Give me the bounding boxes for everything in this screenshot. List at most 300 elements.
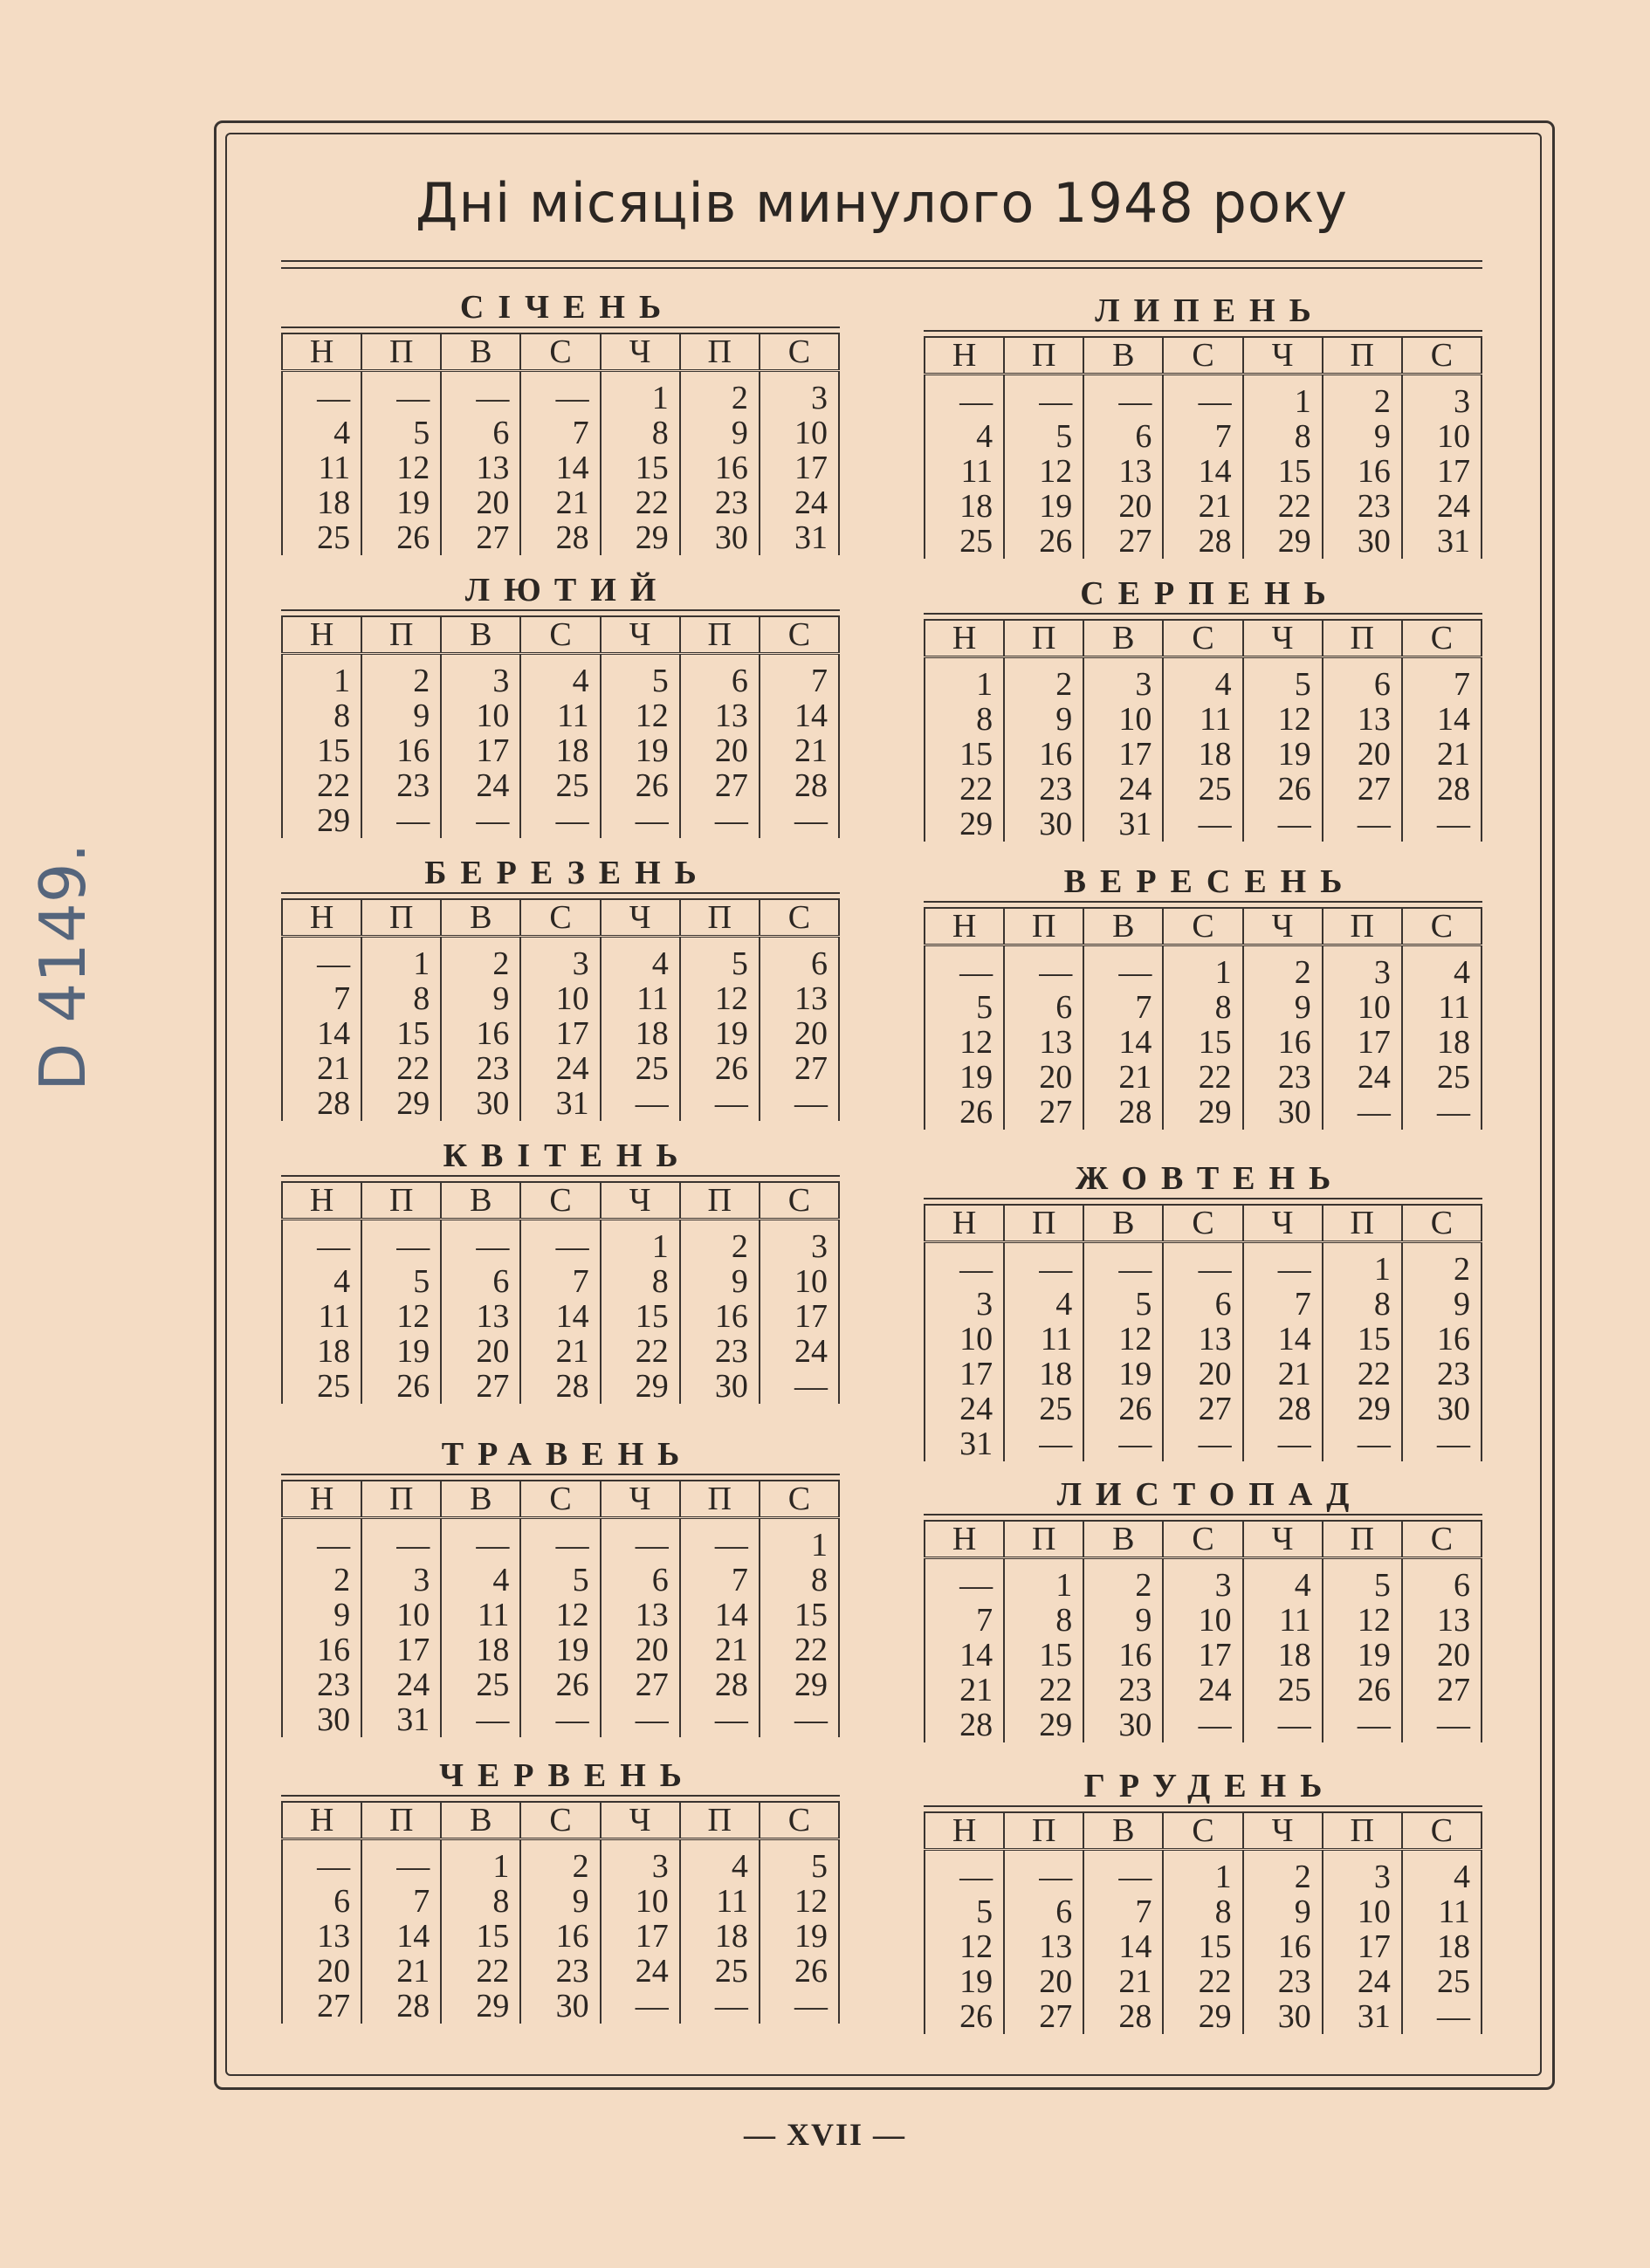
weekday-header: В (441, 1183, 520, 1220)
week-row (925, 1322, 1482, 1357)
day-cell: 17 (760, 1299, 839, 1334)
day-cell: — (282, 937, 361, 982)
day-cell: 13 (680, 698, 760, 733)
week-row (925, 1964, 1482, 1999)
day-cell: — (361, 1220, 441, 1265)
day-cell: 4 (1163, 657, 1242, 703)
day-cell: 23 (680, 485, 760, 520)
day-cell: 3 (441, 654, 520, 699)
day-cell: 18 (1402, 1929, 1482, 1964)
day-cell: 23 (361, 768, 441, 803)
day-cell: — (282, 371, 361, 416)
weekday-header: С (760, 1803, 839, 1839)
day-cell: 7 (760, 654, 839, 699)
day-cell: 6 (1083, 419, 1163, 454)
month-name: ВЕРЕСЕНЬ (1063, 863, 1357, 900)
weekday-header: С (520, 900, 600, 937)
day-cell: 8 (1163, 990, 1242, 1025)
weekday-header: Ч (601, 1481, 680, 1518)
week-row (282, 937, 839, 982)
month-name: СІЧЕНЬ (459, 289, 676, 326)
day-cell: 11 (282, 450, 361, 485)
week-row (282, 1598, 839, 1632)
week-row (925, 1850, 1482, 1895)
week-row (925, 1894, 1482, 1929)
weekday-header: Н (925, 1813, 1004, 1850)
day-cell: 20 (1402, 1638, 1482, 1673)
day-cell: 19 (1243, 737, 1323, 772)
week-row (925, 524, 1482, 559)
day-cell: 18 (1004, 1357, 1083, 1392)
month-table (281, 1183, 840, 1404)
day-cell: 9 (1243, 1894, 1323, 1929)
day-cell: 8 (1163, 1894, 1242, 1929)
day-cell: 13 (1323, 702, 1402, 737)
day-cell: — (1402, 1095, 1482, 1130)
day-cell: 28 (282, 1086, 361, 1121)
weekday-header: С (1163, 621, 1242, 657)
day-cell: 29 (1163, 1999, 1242, 2034)
week-row (282, 698, 839, 733)
day-cell: 11 (282, 1299, 361, 1334)
weekday-header: П (361, 1803, 441, 1839)
weekday-header: С (1163, 1813, 1242, 1850)
day-cell: 6 (282, 1884, 361, 1919)
weekday-header: П (680, 1481, 760, 1518)
day-cell: 7 (520, 416, 600, 450)
day-cell: 1 (1163, 945, 1242, 991)
week-row (925, 1929, 1482, 1964)
day-cell: 6 (1402, 1558, 1482, 1604)
day-cell: 31 (520, 1086, 600, 1121)
day-cell: 21 (1243, 1357, 1323, 1392)
day-cell: 3 (1402, 375, 1482, 420)
weekday-header: Ч (1243, 1813, 1323, 1850)
weekday-header: П (1323, 1813, 1402, 1850)
day-cell: 29 (601, 520, 680, 555)
day-cell: 3 (1323, 1850, 1402, 1895)
day-cell: — (601, 1989, 680, 2024)
day-cell: 24 (1083, 772, 1163, 807)
day-cell: — (1243, 807, 1323, 842)
day-cell: — (441, 803, 520, 838)
day-cell: 13 (760, 981, 839, 1016)
day-cell: 21 (1163, 489, 1242, 524)
day-cell: 14 (925, 1638, 1004, 1673)
day-cell: 14 (1083, 1929, 1163, 1964)
day-cell: 26 (925, 1999, 1004, 2034)
weekday-header: С (1402, 338, 1482, 375)
day-cell: 21 (1083, 1964, 1163, 1999)
day-cell: 22 (1163, 1060, 1242, 1095)
day-cell: — (1163, 375, 1242, 420)
week-row (282, 1919, 839, 1954)
day-cell: 17 (1083, 737, 1163, 772)
day-cell: 11 (1402, 1894, 1482, 1929)
page-title: Дні місяців минулого 1948 року (416, 171, 1348, 235)
day-cell: 9 (520, 1884, 600, 1919)
week-row (282, 520, 839, 555)
day-cell: — (925, 1850, 1004, 1895)
month-table (924, 338, 1482, 559)
day-cell: 15 (601, 1299, 680, 1334)
day-cell: 17 (1323, 1929, 1402, 1964)
day-cell: 2 (1323, 375, 1402, 420)
day-cell: 17 (361, 1632, 441, 1667)
day-cell: 23 (1243, 1964, 1323, 1999)
day-cell: — (1323, 807, 1402, 842)
day-cell: 23 (441, 1051, 520, 1086)
day-cell: 21 (925, 1673, 1004, 1708)
day-cell: 24 (520, 1051, 600, 1086)
month-name: СЕРПЕНЬ (1080, 575, 1340, 612)
day-cell: 11 (1243, 1603, 1323, 1638)
day-cell: 6 (760, 937, 839, 982)
day-cell: 27 (1323, 772, 1402, 807)
day-cell: 6 (1163, 1287, 1242, 1322)
day-cell: 12 (361, 450, 441, 485)
day-cell: 14 (282, 1016, 361, 1051)
weekday-header: П (680, 334, 760, 371)
day-cell: 24 (361, 1667, 441, 1702)
day-cell: 24 (760, 485, 839, 520)
weekday-header: С (1402, 1522, 1482, 1558)
week-row (925, 1673, 1482, 1708)
day-cell: 30 (1083, 1708, 1163, 1742)
day-cell: — (1083, 1850, 1163, 1895)
weekday-header: С (760, 1481, 839, 1518)
day-cell: 25 (680, 1954, 760, 1989)
day-cell: 10 (441, 698, 520, 733)
week-row (282, 1086, 839, 1121)
day-cell: 14 (1083, 1025, 1163, 1060)
day-cell: 1 (441, 1839, 520, 1885)
day-cell: 10 (1323, 990, 1402, 1025)
day-cell: 10 (1163, 1603, 1242, 1638)
day-cell: 18 (601, 1016, 680, 1051)
weekday-header: П (361, 1481, 441, 1518)
day-cell: 28 (1243, 1392, 1323, 1426)
day-cell: — (1083, 945, 1163, 991)
day-cell: — (1083, 1426, 1163, 1461)
day-cell: — (1004, 945, 1083, 991)
day-cell: 24 (441, 768, 520, 803)
day-cell: 5 (925, 990, 1004, 1025)
day-cell: 5 (680, 937, 760, 982)
day-cell: 31 (1402, 524, 1482, 559)
day-cell: 14 (1402, 702, 1482, 737)
weekday-header: П (1004, 338, 1083, 375)
weekday-header: П (1323, 338, 1402, 375)
day-cell: 25 (441, 1667, 520, 1702)
day-cell: 8 (282, 698, 361, 733)
week-row (282, 416, 839, 450)
day-cell: 28 (520, 1369, 600, 1404)
day-cell: 7 (1083, 1894, 1163, 1929)
day-cell: 8 (760, 1563, 839, 1598)
weekday-header: Ч (601, 1183, 680, 1220)
day-cell: 10 (1083, 702, 1163, 737)
week-row (925, 454, 1482, 489)
weekday-header: С (520, 1803, 600, 1839)
month-name: ЛЮТИЙ (464, 572, 670, 608)
month-block (281, 1756, 840, 2024)
day-cell: 12 (680, 981, 760, 1016)
day-cell: 10 (520, 981, 600, 1016)
day-cell: 7 (1083, 990, 1163, 1025)
day-cell: 16 (1243, 1025, 1323, 1060)
day-cell: 23 (680, 1334, 760, 1369)
day-cell: 26 (680, 1051, 760, 1086)
day-cell: 17 (441, 733, 520, 768)
day-cell: 3 (601, 1839, 680, 1885)
weekday-header: Ч (1243, 621, 1323, 657)
day-cell: 8 (1243, 419, 1323, 454)
day-cell: 8 (925, 702, 1004, 737)
week-row (925, 657, 1482, 703)
day-cell: 6 (1004, 1894, 1083, 1929)
week-row (282, 1051, 839, 1086)
day-cell: 2 (1402, 1242, 1482, 1288)
month-name: ЛИПЕНЬ (1095, 292, 1325, 329)
weekday-header: В (441, 334, 520, 371)
day-cell: 22 (1163, 1964, 1242, 1999)
weekday-header: П (680, 1803, 760, 1839)
page-number: — XVII — (743, 2117, 906, 2152)
day-cell: — (1083, 1242, 1163, 1288)
day-cell: — (1004, 1426, 1083, 1461)
day-cell: 27 (1083, 524, 1163, 559)
weekday-header: Ч (1243, 909, 1323, 945)
day-cell: — (361, 1518, 441, 1564)
day-cell: — (1402, 1708, 1482, 1742)
day-cell: 22 (1004, 1673, 1083, 1708)
day-cell: 12 (601, 698, 680, 733)
day-cell: — (282, 1839, 361, 1885)
week-row (925, 489, 1482, 524)
weekday-header: В (441, 617, 520, 654)
month-name: ЖОВТЕНЬ (1075, 1160, 1345, 1197)
month-block (281, 288, 840, 555)
day-cell: 30 (1243, 1999, 1323, 2034)
day-cell: 7 (1243, 1287, 1323, 1322)
weekday-header: Н (282, 1183, 361, 1220)
day-cell: 4 (1402, 945, 1482, 991)
day-cell: 16 (441, 1016, 520, 1051)
day-cell: 4 (1243, 1558, 1323, 1604)
handwritten-note-text: D 4149. (26, 842, 100, 1091)
week-row (925, 807, 1482, 842)
day-cell: 7 (1163, 419, 1242, 454)
week-row (925, 1025, 1482, 1060)
day-cell: 20 (760, 1016, 839, 1051)
week-row (925, 1426, 1482, 1461)
weekday-header: В (1083, 1522, 1163, 1558)
day-cell: 4 (680, 1839, 760, 1885)
day-cell: 13 (1402, 1603, 1482, 1638)
day-cell: 31 (760, 520, 839, 555)
week-row (282, 1264, 839, 1299)
day-cell: 26 (1243, 772, 1323, 807)
day-cell: 26 (361, 1369, 441, 1404)
day-cell: 20 (680, 733, 760, 768)
day-cell: 28 (1083, 1999, 1163, 2034)
week-row (925, 1357, 1482, 1392)
day-cell: — (601, 803, 680, 838)
week-row (925, 1242, 1482, 1288)
day-cell: — (1323, 1426, 1402, 1461)
day-cell: 15 (1004, 1638, 1083, 1673)
day-cell: 2 (520, 1839, 600, 1885)
day-cell: 17 (925, 1357, 1004, 1392)
weekday-header: Ч (1243, 338, 1323, 375)
day-cell: 4 (1402, 1850, 1482, 1895)
day-cell: 16 (680, 1299, 760, 1334)
month-table (924, 1206, 1482, 1461)
day-cell: 21 (282, 1051, 361, 1086)
day-cell: 7 (282, 981, 361, 1016)
day-cell: 20 (441, 1334, 520, 1369)
day-cell: 26 (1323, 1673, 1402, 1708)
day-cell: 27 (601, 1667, 680, 1702)
day-cell: 24 (1323, 1964, 1402, 1999)
month-name: БЕРЕЗЕНЬ (424, 855, 711, 891)
day-cell: 16 (680, 450, 760, 485)
day-cell: 25 (1163, 772, 1242, 807)
day-cell: 5 (361, 1264, 441, 1299)
day-cell: 24 (1402, 489, 1482, 524)
month-table (281, 1803, 840, 2024)
day-cell: 6 (601, 1563, 680, 1598)
day-cell: 22 (760, 1632, 839, 1667)
day-cell: 8 (601, 1264, 680, 1299)
day-cell: 31 (361, 1702, 441, 1737)
day-cell: 12 (361, 1299, 441, 1334)
weekday-header: П (361, 334, 441, 371)
handwritten-note (26, 842, 105, 1091)
day-cell: 15 (1243, 454, 1323, 489)
day-cell: 1 (1004, 1558, 1083, 1604)
month-name: ТРАВЕНЬ (441, 1436, 694, 1473)
day-cell: 30 (520, 1989, 600, 2024)
month-name: ЧЕРВЕНЬ (439, 1757, 696, 1794)
week-row (925, 1095, 1482, 1130)
day-cell: — (680, 1989, 760, 2024)
day-cell: 23 (1323, 489, 1402, 524)
day-cell: 11 (1163, 702, 1242, 737)
month-table (281, 617, 840, 838)
weekday-header: П (1004, 621, 1083, 657)
day-cell: 7 (361, 1884, 441, 1919)
day-cell: — (520, 1220, 600, 1265)
day-cell: 22 (601, 485, 680, 520)
day-cell: 24 (1323, 1060, 1402, 1095)
day-cell: 1 (282, 654, 361, 699)
weekday-header: С (1163, 1522, 1242, 1558)
day-cell: — (441, 1220, 520, 1265)
day-cell: 30 (680, 520, 760, 555)
day-cell: — (1004, 1850, 1083, 1895)
day-cell: — (520, 371, 600, 416)
week-row (925, 1603, 1482, 1638)
day-cell: 1 (760, 1518, 839, 1564)
weekday-header: С (1163, 909, 1242, 945)
week-row (282, 1563, 839, 1598)
month-block (281, 1137, 840, 1404)
day-cell: 19 (760, 1919, 839, 1954)
week-row (282, 1954, 839, 1989)
day-cell: — (760, 1989, 839, 2024)
day-cell: 9 (680, 416, 760, 450)
day-cell: — (1163, 1426, 1242, 1461)
day-cell: 21 (1402, 737, 1482, 772)
day-cell: 18 (1402, 1025, 1482, 1060)
week-row (282, 981, 839, 1016)
day-cell: 19 (601, 733, 680, 768)
weekday-header: П (1004, 1522, 1083, 1558)
day-cell: — (441, 1702, 520, 1737)
week-row (282, 1518, 839, 1564)
day-cell: 17 (1163, 1638, 1242, 1673)
week-row (282, 733, 839, 768)
day-cell: 14 (520, 1299, 600, 1334)
day-cell: 13 (1004, 1929, 1083, 1964)
day-cell: 7 (680, 1563, 760, 1598)
week-row (282, 1632, 839, 1667)
weekday-header: Ч (601, 617, 680, 654)
weekday-header: П (1323, 1206, 1402, 1242)
month-block (924, 1475, 1482, 1742)
weekday-header: С (1402, 1206, 1482, 1242)
day-cell: 25 (282, 520, 361, 555)
day-cell: 2 (1243, 945, 1323, 991)
week-row (282, 1884, 839, 1919)
weekday-header: С (520, 334, 600, 371)
day-cell: 10 (925, 1322, 1004, 1357)
day-cell: 3 (1163, 1558, 1242, 1604)
day-cell: — (760, 1702, 839, 1737)
day-cell: 31 (1083, 807, 1163, 842)
day-cell: — (441, 1518, 520, 1564)
day-cell: — (1243, 1708, 1323, 1742)
day-cell: 2 (361, 654, 441, 699)
weekday-header: С (1402, 909, 1482, 945)
week-row (282, 1667, 839, 1702)
day-cell: 30 (1004, 807, 1083, 842)
day-cell: 20 (1323, 737, 1402, 772)
day-cell: 23 (1402, 1357, 1482, 1392)
day-cell: 27 (1163, 1392, 1242, 1426)
day-cell: 19 (361, 485, 441, 520)
day-cell: 15 (1163, 1025, 1242, 1060)
day-cell: 10 (601, 1884, 680, 1919)
weekday-header: Н (282, 1481, 361, 1518)
day-cell: 21 (361, 1954, 441, 1989)
day-cell: 29 (282, 803, 361, 838)
day-cell: — (1402, 1426, 1482, 1461)
day-cell: — (601, 1702, 680, 1737)
month-block (924, 1767, 1482, 2034)
day-cell: 15 (282, 733, 361, 768)
day-cell: 9 (680, 1264, 760, 1299)
day-cell: 31 (1323, 1999, 1402, 2034)
day-cell: 14 (680, 1598, 760, 1632)
week-row (925, 1060, 1482, 1095)
weekday-header: С (520, 1481, 600, 1518)
weekday-header: В (1083, 1206, 1163, 1242)
day-cell: — (601, 1086, 680, 1121)
day-cell: 24 (601, 1954, 680, 1989)
